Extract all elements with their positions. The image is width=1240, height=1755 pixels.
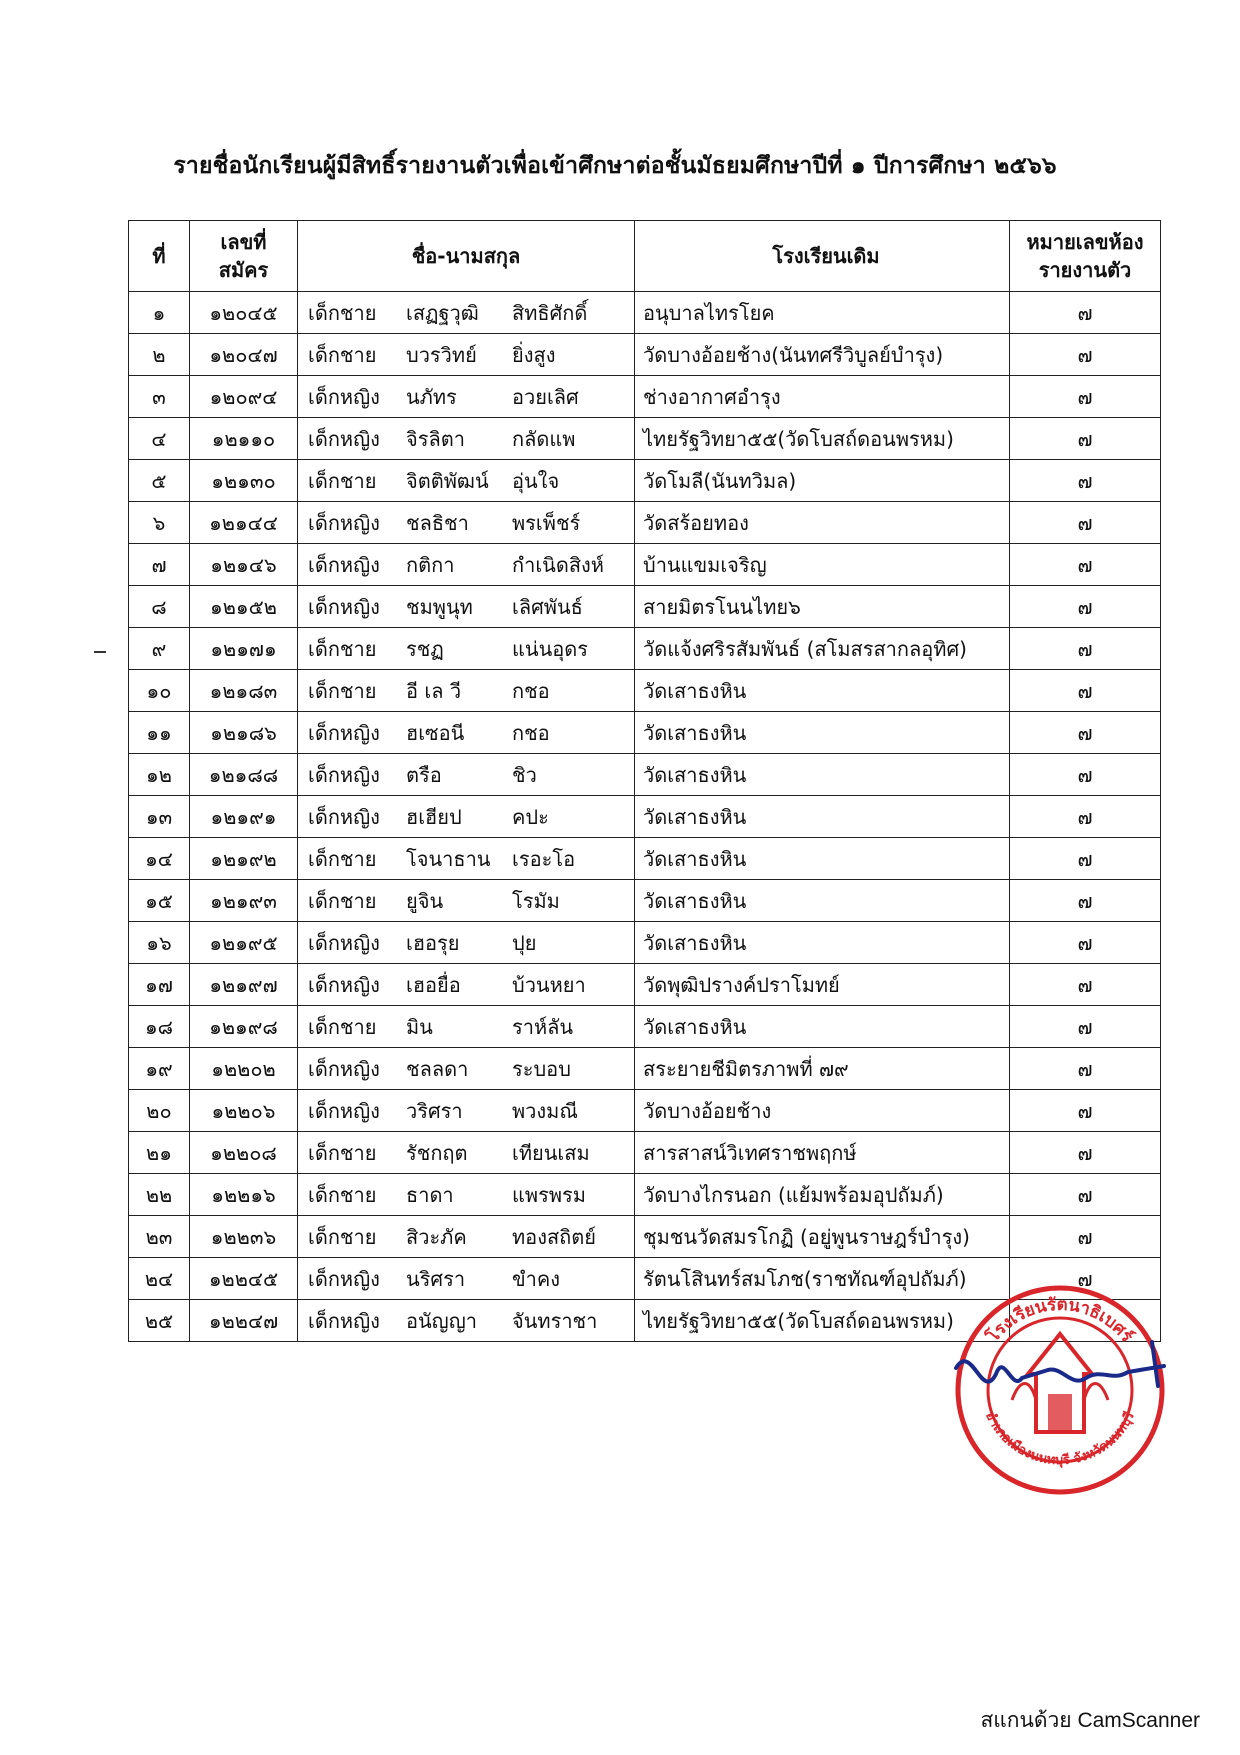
stamp-text-bottom-path: อำเภอเมืองนนทบุรี จังหวัดนนทบุรี	[982, 1409, 1138, 1469]
last-name: คปะ	[512, 804, 549, 829]
name-prefix: เด็กชาย	[308, 678, 377, 703]
report-room-number: ๗	[1010, 964, 1161, 1006]
table-row	[129, 838, 1161, 880]
report-room-number: ๗	[1010, 922, 1161, 964]
previous-school: ไทยรัฐวิทยา๕๕(วัดโบสถ์ดอนพรหม)	[635, 418, 1010, 460]
report-room-number: ๗	[1010, 586, 1161, 628]
name-prefix: เด็กหญิง	[308, 510, 380, 535]
first-name: ฮเซอนี	[406, 720, 465, 745]
student-name	[298, 544, 634, 585]
row-number: ๙	[129, 628, 190, 670]
school-seal-stamp	[952, 1282, 1168, 1498]
row-number: ๑๒	[129, 754, 190, 796]
table-row	[129, 964, 1161, 1006]
report-room-number: ๗	[1010, 1216, 1161, 1258]
name-prefix: เด็กหญิง	[308, 1056, 380, 1081]
table-row	[129, 880, 1161, 922]
last-name: จันทราชา	[512, 1308, 598, 1333]
application-number: ๑๒๑๙๘	[190, 1006, 298, 1048]
row-number: ๑๗	[129, 964, 190, 1006]
previous-school: วัดเสาธงหิน	[635, 880, 1010, 922]
previous-school: วัดเสาธงหิน	[635, 796, 1010, 838]
student-name	[298, 922, 634, 963]
name-prefix: เด็กหญิง	[308, 804, 380, 829]
header-row	[129, 221, 1161, 292]
student-name-cell	[298, 334, 635, 376]
row-number: ๗	[129, 544, 190, 586]
application-number: ๑๒๐๔๕	[190, 292, 298, 334]
student-name-cell	[298, 1258, 635, 1300]
student-name	[298, 460, 634, 501]
student-name	[298, 712, 634, 753]
name-prefix: เด็กชาย	[308, 300, 377, 325]
name-prefix: เด็กชาย	[308, 636, 377, 661]
application-number: ๑๒๑๔๖	[190, 544, 298, 586]
application-number: ๑๒๑๓๐	[190, 460, 298, 502]
row-number: ๒๕	[129, 1300, 190, 1342]
row-number: ๘	[129, 586, 190, 628]
student-name-cell	[298, 880, 635, 922]
name-prefix: เด็กหญิง	[308, 594, 380, 619]
application-number: ๑๒๑๘๓	[190, 670, 298, 712]
student-name-cell	[298, 1300, 635, 1342]
last-name: เทียนเสม	[512, 1140, 590, 1165]
name-prefix: เด็กหญิง	[308, 384, 380, 409]
last-name: ทองสถิตย์	[512, 1224, 596, 1249]
header-application-line1: เลขที่	[220, 230, 267, 254]
row-number: ๒๑	[129, 1132, 190, 1174]
table-row	[129, 292, 1161, 334]
report-room-number: ๗	[1010, 1132, 1161, 1174]
student-name-cell	[298, 460, 635, 502]
name-prefix: เด็กหญิง	[308, 972, 380, 997]
header-school: โรงเรียนเดิม	[635, 221, 1010, 292]
row-number: ๑๐	[129, 670, 190, 712]
first-name: บวรวิทย์	[406, 342, 477, 367]
student-roster-table	[128, 220, 1161, 1342]
report-room-number: ๗	[1010, 292, 1161, 334]
student-name-cell	[298, 628, 635, 670]
table-row	[129, 334, 1161, 376]
name-prefix: เด็กหญิง	[308, 552, 380, 577]
application-number: ๑๒๒๐๘	[190, 1132, 298, 1174]
header-application-line2: สมัคร	[218, 258, 269, 282]
student-name-cell	[298, 376, 635, 418]
last-name: เลิศพันธ์	[512, 594, 583, 619]
application-number: ๑๒๑๙๑	[190, 796, 298, 838]
student-name	[298, 1258, 634, 1299]
table-row	[129, 502, 1161, 544]
previous-school: อนุบาลไทรโยค	[635, 292, 1010, 334]
table-row	[129, 670, 1161, 712]
last-name: กชอ	[512, 720, 550, 745]
row-number: ๒๓	[129, 1216, 190, 1258]
last-name: อุ่นใจ	[512, 468, 560, 493]
row-number: ๑๘	[129, 1006, 190, 1048]
student-name	[298, 1090, 634, 1131]
row-number: ๑๕	[129, 880, 190, 922]
student-name	[298, 838, 634, 879]
table-row	[129, 754, 1161, 796]
previous-school: ไทยรัฐวิทยา๕๕(วัดโบสถ์ดอนพรหม)	[635, 1300, 1010, 1342]
name-prefix: เด็กชาย	[308, 1224, 377, 1249]
first-name: อนัญญา	[406, 1308, 477, 1333]
table-row	[129, 1132, 1161, 1174]
first-name: มิน	[406, 1014, 433, 1039]
report-room-number: ๗	[1010, 376, 1161, 418]
report-room-number: ๗	[1010, 1048, 1161, 1090]
application-number: ๑๒๒๓๖	[190, 1216, 298, 1258]
first-name: เสฏฐวุฒิ	[406, 300, 479, 325]
stamp-text-top-path: โรงเรียนรัตนาธิเบศร์	[983, 1294, 1137, 1347]
first-name: รชฏ	[406, 636, 444, 661]
report-room-number: ๗	[1010, 334, 1161, 376]
previous-school: สระยายชีมิตรภาพที่ ๗๙	[635, 1048, 1010, 1090]
row-number: ๔	[129, 418, 190, 460]
row-number: ๒๐	[129, 1090, 190, 1132]
last-name: กชอ	[512, 678, 550, 703]
name-prefix: เด็กชาย	[308, 1182, 377, 1207]
student-name	[298, 1006, 634, 1047]
student-name	[298, 964, 634, 1005]
report-room-number: ๗	[1010, 1006, 1161, 1048]
table-row	[129, 1006, 1161, 1048]
table-row	[129, 922, 1161, 964]
name-prefix: เด็กชาย	[308, 342, 377, 367]
first-name: สิวะภัค	[406, 1224, 467, 1249]
table-row	[129, 1216, 1161, 1258]
first-name: โจนาธาน	[406, 846, 491, 871]
report-room-number: ๗	[1010, 1090, 1161, 1132]
student-name	[298, 502, 634, 543]
name-prefix: เด็กหญิง	[308, 1308, 380, 1333]
stamp-emblem-door	[1048, 1394, 1072, 1432]
student-name-cell	[298, 1006, 635, 1048]
student-name-cell	[298, 292, 635, 334]
previous-school: ช่างอากาศอำรุง	[635, 376, 1010, 418]
row-number: ๑๙	[129, 1048, 190, 1090]
report-room-number: ๗	[1010, 418, 1161, 460]
last-name: แน่นอุดร	[512, 636, 588, 661]
student-name	[298, 1174, 634, 1215]
student-name	[298, 754, 634, 795]
previous-school: วัดบางอ้อยช้าง(นันทศรีวิบูลย์บำรุง)	[635, 334, 1010, 376]
row-number: ๒๒	[129, 1174, 190, 1216]
report-room-number: ๗	[1010, 712, 1161, 754]
application-number: ๑๒๑๙๒	[190, 838, 298, 880]
last-name: กลัดแพ	[512, 426, 576, 451]
name-prefix: เด็กชาย	[308, 1140, 377, 1165]
application-number: ๑๒๑๙๗	[190, 964, 298, 1006]
application-number: ๑๒๐๔๗	[190, 334, 298, 376]
table-row	[129, 1048, 1161, 1090]
student-name-cell	[298, 670, 635, 712]
last-name: ราห์ลัน	[512, 1014, 574, 1039]
document-title: รายชื่อนักเรียนผู้มีสิทธิ์รายงานตัวเพื่อเข้าศึกษาต่อชั้นมัธยมศึกษาปีที่ ๑ ปีการศึกษา ๒๕๖๖	[173, 153, 1057, 179]
application-number: ๑๒๑๙๕	[190, 922, 298, 964]
application-number: ๑๒๒๐๒	[190, 1048, 298, 1090]
name-prefix: เด็กหญิง	[308, 762, 380, 787]
student-name	[298, 1216, 634, 1257]
last-name: ขำคง	[512, 1266, 561, 1291]
student-name	[298, 292, 634, 333]
student-name-cell	[298, 1132, 635, 1174]
previous-school: วัดพุฒิปรางค์ปราโมทย์	[635, 964, 1010, 1006]
row-number: ๑๔	[129, 838, 190, 880]
first-name: นริศรา	[406, 1266, 466, 1291]
first-name: วริศรา	[406, 1098, 463, 1123]
first-name: อี เล วี	[406, 678, 462, 703]
row-number: ๒	[129, 334, 190, 376]
student-name	[298, 1048, 634, 1089]
previous-school: วัดเสาธงหิน	[635, 838, 1010, 880]
previous-school: สายมิตรโนนไทย๖	[635, 586, 1010, 628]
first-name: นภัทร	[406, 384, 457, 409]
previous-school: วัดบางไกรนอก (แย้มพร้อมอุปถัมภ์)	[635, 1174, 1010, 1216]
report-room-number: ๗	[1010, 796, 1161, 838]
application-number: ๑๒๒๔๗	[190, 1300, 298, 1342]
header-room-line1: หมายเลขห้อง	[1026, 230, 1144, 254]
row-number: ๑	[129, 292, 190, 334]
application-number: ๑๒๑๑๐	[190, 418, 298, 460]
previous-school: ชุมชนวัดสมรโกฏิ (อยู่พูนราษฎร์บำรุง)	[635, 1216, 1010, 1258]
name-prefix: เด็กหญิง	[308, 720, 380, 745]
row-number: ๓	[129, 376, 190, 418]
report-room-number: ๗	[1010, 460, 1161, 502]
margin-mark	[94, 651, 106, 653]
previous-school: รัตนโสินทร์สมโภช(ราชทัณฑ์อุปถัมภ์)	[635, 1258, 1010, 1300]
table-row	[129, 796, 1161, 838]
previous-school: สารสาสน์วิเทศราชพฤกษ์	[635, 1132, 1010, 1174]
row-number: ๑๓	[129, 796, 190, 838]
last-name: พรเพ็ชร์	[512, 510, 581, 535]
report-room-number: ๗	[1010, 754, 1161, 796]
report-room-number: ๗	[1010, 880, 1161, 922]
last-name: เรอะโอ	[512, 846, 576, 871]
last-name: โรมัม	[512, 888, 560, 913]
application-number: ๑๒๒๐๖	[190, 1090, 298, 1132]
student-name-cell	[298, 964, 635, 1006]
name-prefix: เด็กหญิง	[308, 1266, 380, 1291]
student-name-cell	[298, 712, 635, 754]
header-application-no	[190, 221, 298, 292]
previous-school: วัดเสาธงหิน	[635, 1006, 1010, 1048]
student-name-cell	[298, 418, 635, 460]
application-number: ๑๒๑๔๔	[190, 502, 298, 544]
student-name	[298, 376, 634, 417]
row-number: ๒๔	[129, 1258, 190, 1300]
student-name-cell	[298, 754, 635, 796]
name-prefix: เด็กหญิง	[308, 930, 380, 955]
application-number: ๑๒๑๗๑	[190, 628, 298, 670]
previous-school: วัดเสาธงหิน	[635, 754, 1010, 796]
application-number: ๑๒๐๙๔	[190, 376, 298, 418]
first-name: ธาดา	[406, 1182, 454, 1207]
previous-school: วัดแจ้งศริรสัมพันธ์ (สโมสรสากลอุทิศ)	[635, 628, 1010, 670]
application-number: ๑๒๑๘๖	[190, 712, 298, 754]
student-name-cell	[298, 1216, 635, 1258]
application-number: ๑๒๒๔๕	[190, 1258, 298, 1300]
last-name: พวงมณี	[512, 1098, 578, 1123]
student-name	[298, 586, 634, 627]
table-row	[129, 376, 1161, 418]
previous-school: วัดบางอ้อยช้าง	[635, 1090, 1010, 1132]
row-number: ๖	[129, 502, 190, 544]
student-name	[298, 628, 634, 669]
table-row	[129, 586, 1161, 628]
student-name	[298, 418, 634, 459]
first-name: จิตติพัฒน์	[406, 468, 489, 493]
first-name: ฮเฮียป	[406, 804, 462, 829]
name-prefix: เด็กชาย	[308, 1014, 377, 1039]
last-name: บ้วนหยา	[512, 972, 586, 997]
report-room-number: ๗	[1010, 670, 1161, 712]
name-prefix: เด็กชาย	[308, 888, 377, 913]
header-room-line2: รายงานตัว	[1038, 258, 1132, 282]
name-prefix: เด็กชาย	[308, 846, 377, 871]
report-room-number: ๗	[1010, 1174, 1161, 1216]
last-name: ยิ่งสูง	[512, 342, 556, 367]
first-name: ยูจิน	[406, 888, 444, 913]
row-number: ๑๖	[129, 922, 190, 964]
table-header	[129, 221, 1161, 292]
first-name: จิรลิตา	[406, 426, 465, 451]
table-row	[129, 460, 1161, 502]
scanner-watermark: สแกนด้วย CamScanner	[980, 1709, 1200, 1732]
table-body	[129, 292, 1161, 1342]
first-name: รัชกฤต	[406, 1140, 468, 1165]
first-name: ชมพูนุท	[406, 594, 473, 619]
student-name-cell	[298, 502, 635, 544]
table-row	[129, 1174, 1161, 1216]
table-row	[129, 712, 1161, 754]
signature	[956, 1342, 1164, 1386]
student-name	[298, 1300, 634, 1341]
name-prefix: เด็กหญิง	[308, 426, 380, 451]
table-row	[129, 418, 1161, 460]
application-number: ๑๒๑๘๘	[190, 754, 298, 796]
report-room-number: ๗	[1010, 838, 1161, 880]
student-name-cell	[298, 1174, 635, 1216]
report-room-number: ๗	[1010, 1258, 1161, 1300]
header-name: ชื่อ-นามสกุล	[298, 221, 635, 292]
first-name: เฮอรุย	[406, 930, 460, 955]
first-name: เฮอยื่อ	[406, 972, 461, 997]
student-name	[298, 334, 634, 375]
first-name: ชลธิชา	[406, 510, 469, 535]
student-name	[298, 1132, 634, 1173]
last-name: ปุย	[512, 930, 537, 955]
last-name: สิทธิศักดิ์	[512, 300, 588, 325]
row-number: ๑๑	[129, 712, 190, 754]
report-room-number: ๗	[1010, 502, 1161, 544]
table-row	[129, 544, 1161, 586]
previous-school: วัดเสาธงหิน	[635, 712, 1010, 754]
last-name: อวยเลิศ	[512, 384, 579, 409]
last-name: แพรพรม	[512, 1182, 586, 1207]
header-room	[1010, 221, 1161, 292]
previous-school: บ้านแขมเจริญ	[635, 544, 1010, 586]
first-name: กติกา	[406, 552, 455, 577]
previous-school: วัดเสาธงหิน	[635, 670, 1010, 712]
student-name	[298, 880, 634, 921]
student-name-cell	[298, 586, 635, 628]
previous-school: วัดโมลี(นันทวิมล)	[635, 460, 1010, 502]
last-name: กำเนิดสิงห์	[512, 552, 604, 577]
student-name	[298, 796, 634, 837]
report-room-number: ๗	[1010, 628, 1161, 670]
previous-school: วัดสร้อยทอง	[635, 502, 1010, 544]
first-name: ตรือ	[406, 762, 442, 787]
table-row	[129, 1090, 1161, 1132]
name-prefix: เด็กชาย	[308, 468, 377, 493]
name-prefix: เด็กหญิง	[308, 1098, 380, 1123]
last-name: ระบอบ	[512, 1056, 571, 1081]
student-name-cell	[298, 922, 635, 964]
student-name-cell	[298, 544, 635, 586]
table-row	[129, 628, 1161, 670]
first-name: ชลลดา	[406, 1056, 469, 1081]
report-room-number: ๗	[1010, 544, 1161, 586]
application-number: ๑๒๑๕๒	[190, 586, 298, 628]
student-name-cell	[298, 796, 635, 838]
header-no: ที่	[129, 221, 190, 292]
application-number: ๑๒๑๙๓	[190, 880, 298, 922]
application-number: ๑๒๒๑๖	[190, 1174, 298, 1216]
previous-school: วัดเสาธงหิน	[635, 922, 1010, 964]
row-number: ๕	[129, 460, 190, 502]
student-name-cell	[298, 1090, 635, 1132]
student-name-cell	[298, 838, 635, 880]
student-name-cell	[298, 1048, 635, 1090]
student-name	[298, 670, 634, 711]
last-name: ชิว	[512, 762, 537, 787]
